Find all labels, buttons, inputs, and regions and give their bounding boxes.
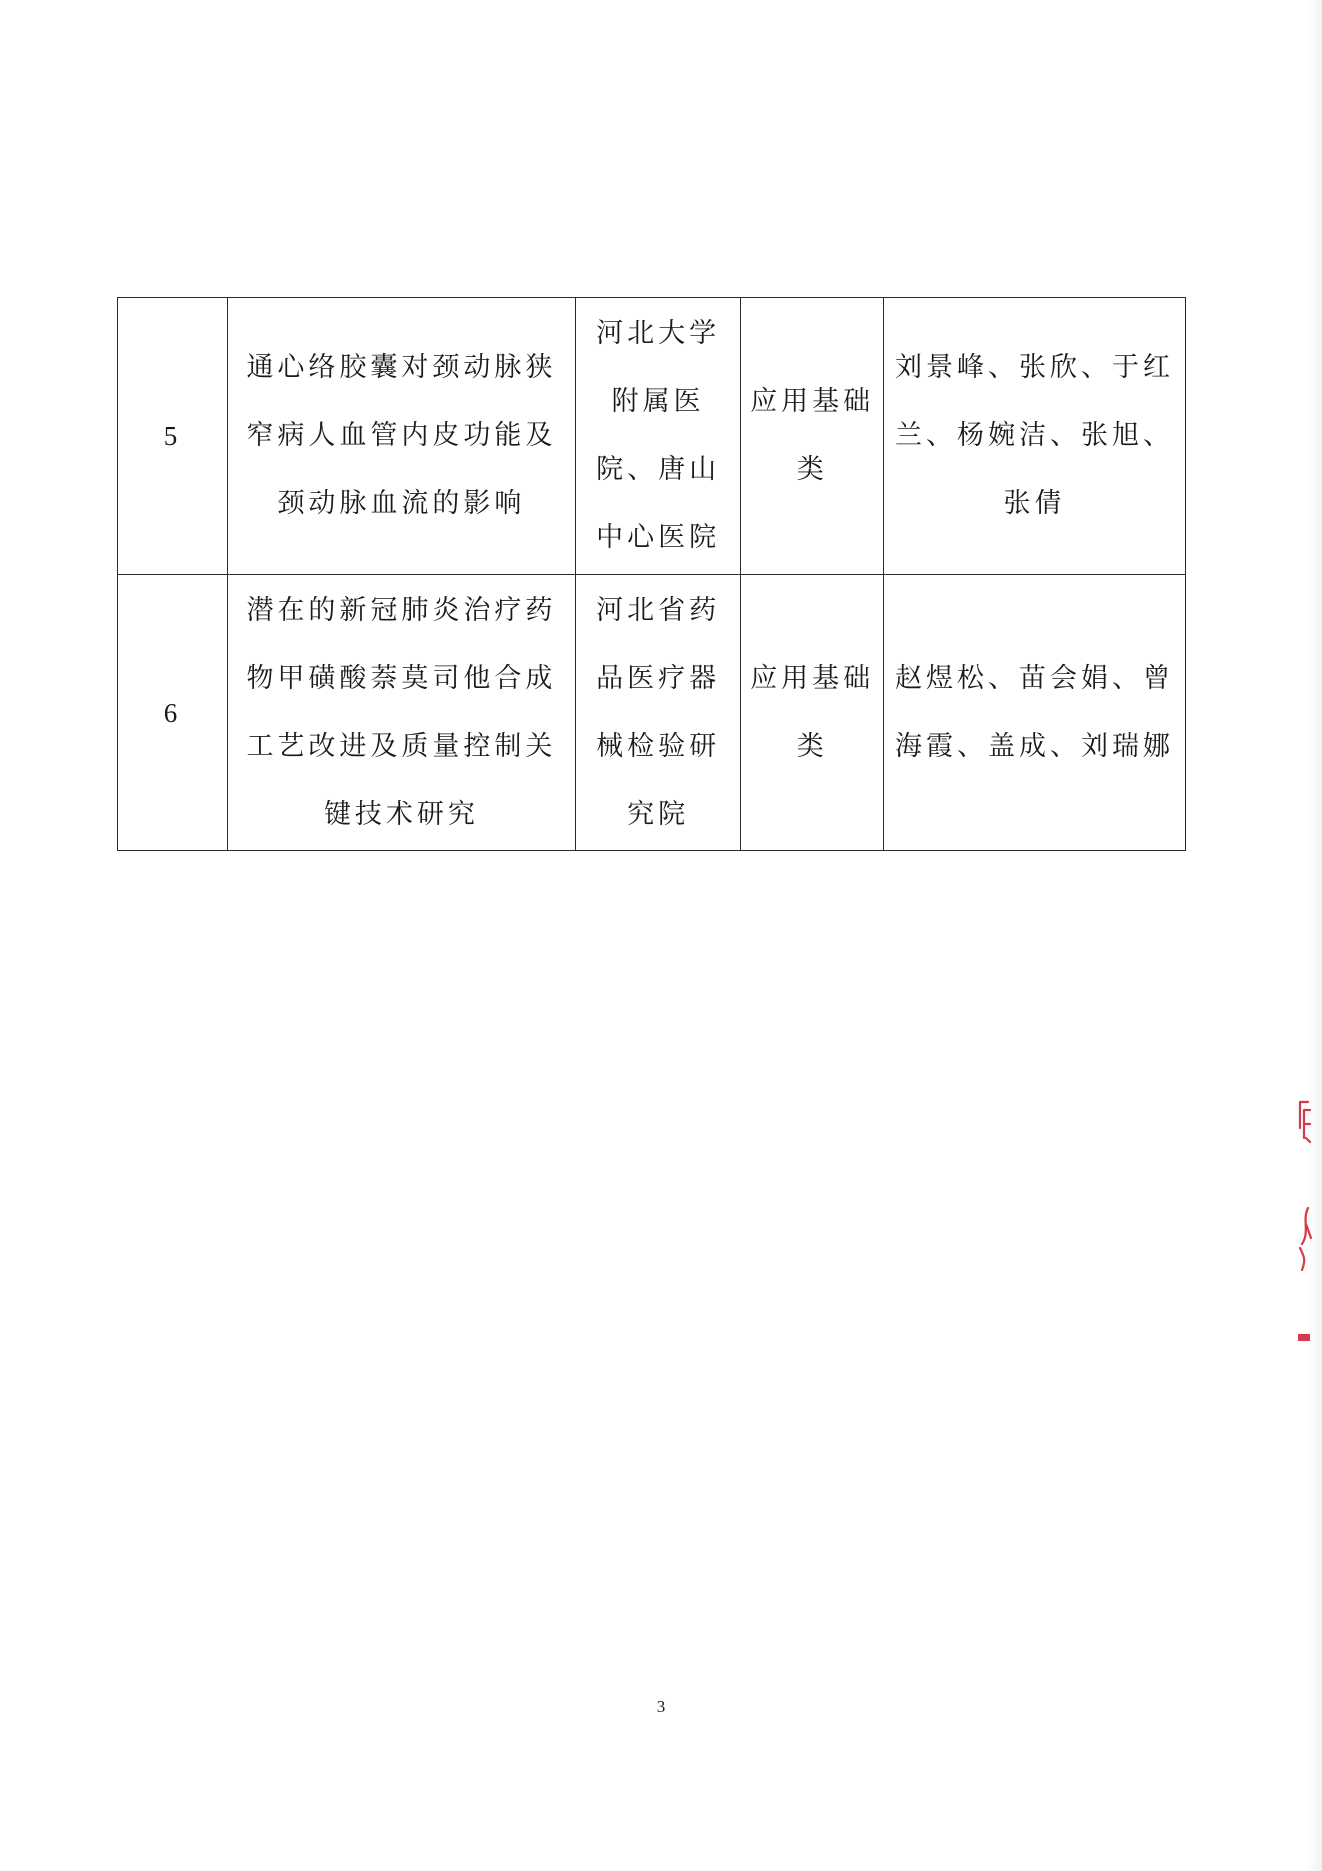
project-title: 通心络胶囊对颈动脉狭窄病人血管内皮功能及颈动脉血流的影响 [227,298,575,575]
table-row [118,575,1186,851]
completing-people: 刘景峰、张欣、于红兰、杨婉洁、张旭、张倩 [884,298,1186,575]
completing-unit: 河北省药品医疗器械检验研究院 [576,575,741,851]
page-edge-shadow [1308,0,1322,1871]
project-category: 应用基础类 [741,575,884,851]
project-title: 潜在的新冠肺炎治疗药物甲磺酸萘莫司他合成工艺改进及质量控制关键技术研究 [227,575,575,851]
row-number: 6 [118,575,228,851]
completing-people: 赵煜松、苗会娟、曾海霞、盖成、刘瑞娜 [884,575,1186,851]
row-number: 5 [118,298,228,575]
project-category: 应用基础类 [741,298,884,575]
table-row [118,298,1186,575]
awards-table [117,297,1186,851]
completing-unit: 河北大学附属医院、唐山中心医院 [576,298,741,575]
red-seal-fragment [1296,1098,1312,1358]
page-number: 3 [656,1697,666,1716]
